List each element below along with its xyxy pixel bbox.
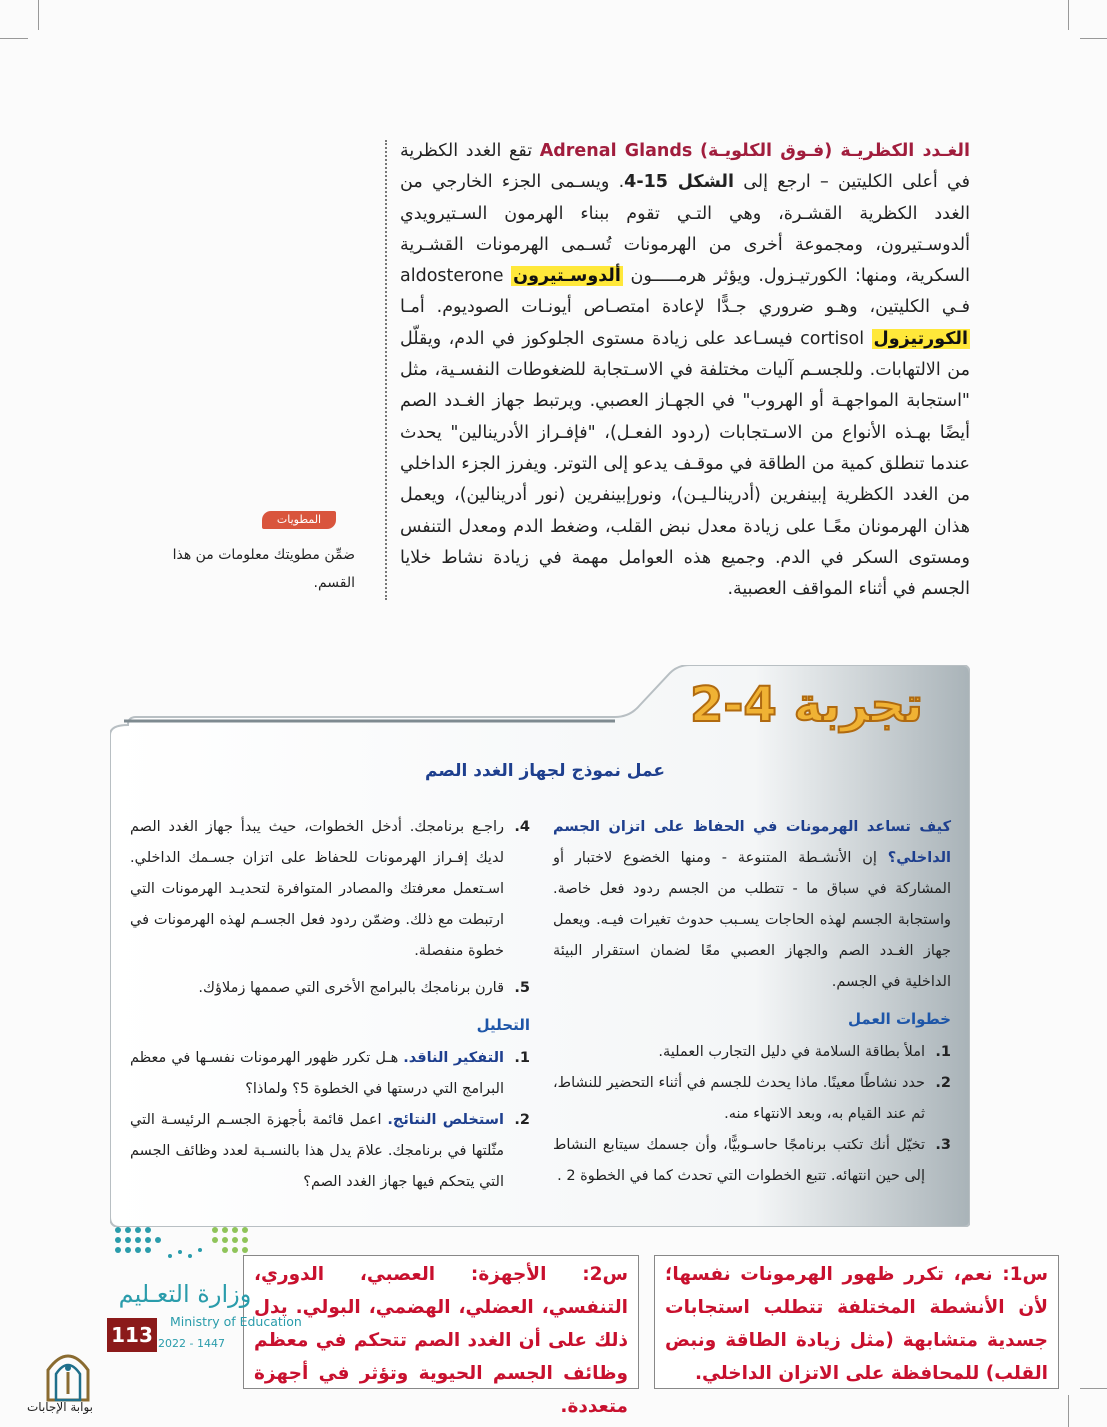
step-text: حدد نشاطًا معينًا. ماذا يحدث للجسم في أثناء التحضير للنشاط، ثم عند القيام به، وبعد الانتهاء منه. xyxy=(553,1075,925,1122)
highlight-cortisol: الكورتيزول xyxy=(873,328,968,349)
procedure-step xyxy=(130,973,530,1004)
lab-column-left xyxy=(130,812,530,1198)
lab-title xyxy=(690,677,923,733)
crop-mark xyxy=(1068,1395,1069,1427)
main-paragraph xyxy=(400,136,970,605)
column-divider xyxy=(385,140,387,600)
ministry-name-ar: وزارة التعـليم xyxy=(118,1280,252,1308)
step-text: تخيّل أنك تكتب برنامجًا حاسـوبيًّا، وأن جسمك سيتابع النشاط إلى حين انتهائه. تتبع الخطوات التي تحدث كما في الخطوة 2 . xyxy=(553,1137,925,1184)
procedure-step xyxy=(553,1037,951,1068)
paragraph-text: cortisol فيسـاعد على زيادة مستوى الجلوكوز في الدم، ويقلّل من الالتهابات. وللجسـم آليات مختلفة في الاسـتجابة للضغوطات النفسـية، مثل "استجابة المواجهـة أو الهروب" في الجهـاز العصبي. ويرتبط جهاز الغـدد الصم أيضًا بهـذه الأنواع من الاسـتجابات (ردود الفعـل)، "فإفـراز الأدرينالين" يحدث عندما تنطلق كمية من الطاقة في موقـف يدعو إلى التوتر. ويفرز الجزء الداخلي من الغدد الكظرية إبينفرين (أدرينالـيـن)، ونورإبينفرين (نور أدرينالين)، ويعمل هذان الهرمونان معًـا على زيادة معدل نبض القلب، وضغط الدم ومعدل التنفس ومستوى السكر في الدم. وجميع هذه العوامل مهمة في زيادة نشاط خلايا الجسم في أثناء المواقف العصبية. xyxy=(400,328,970,600)
analysis-number: 1. xyxy=(514,1050,530,1066)
step-number: 2. xyxy=(935,1075,951,1091)
ministry-logo-icon xyxy=(110,1222,260,1280)
lab-title-number: 4-2 xyxy=(690,677,777,733)
section-heading-en: Adrenal Glands xyxy=(539,141,693,161)
ministry-year: 2022 - 1447 xyxy=(158,1337,225,1350)
analysis-text: هـل تكرر ظهور الهرمونات نفسـها في معظم البرامج التي درستها في الخطوة 5؟ ولماذا؟ xyxy=(130,1050,504,1097)
analysis-number: 2. xyxy=(514,1112,530,1128)
page-number: 113 xyxy=(107,1318,157,1352)
crop-mark xyxy=(38,0,39,30)
lab-question: كيف تساعد الهرمونات في الحفاظ على اتزان الجسم الداخلي؟ xyxy=(553,819,951,866)
paragraph-text: aldosterone فـي الكليتين، وهـو ضروري جـدًّا لإعادة امتصـاص أيونـات الصوديوم. أمـا xyxy=(400,266,970,318)
answer-box-1: س1: نعم، تكرر ظهور الهرمونات نفسها؛ لأن الأنشطة المختلفة تتطلب استجابات جسدية متشابهة (مثل زيادة الطاقة ونبض القلب) للمحافظة على الاتزان الداخلي. xyxy=(654,1255,1059,1389)
procedure-step xyxy=(553,1068,951,1130)
paragraph-text: تقع الغدد الكظرية في أعلى الكليتين – ارجع إلى xyxy=(400,141,970,193)
step-number: 4. xyxy=(514,819,530,835)
lab-intro xyxy=(553,812,951,998)
foldables-text: ضمِّن مطويتك معلومات من هذا القسم. xyxy=(172,547,355,591)
highlight-aldosterone: ألدوسـتيرون xyxy=(513,266,621,287)
procedure-list-cont xyxy=(130,812,530,1004)
procedure-list xyxy=(553,1037,951,1192)
crop-mark xyxy=(1080,1388,1107,1389)
procedure-step xyxy=(130,812,530,967)
crop-mark xyxy=(1080,38,1107,39)
foldables-badge: المطويات xyxy=(262,511,336,529)
lab-subtitle: عمل نموذج لجهاز الغدد الصم xyxy=(425,761,665,781)
analysis-item xyxy=(130,1105,530,1198)
step-text: املأ بطاقة السلامة في دليل التجارب العملية. xyxy=(658,1044,925,1060)
portal-name: بوابة الإجابات xyxy=(26,1400,93,1414)
lab-intro-text: إن الأنشـطة المتنوعة - ومنها الخضوع لاختبار أو المشاركة في سباق ما - تتطلب من الجسم ردود فعل خاصة. واستجابة الجسم لهذه الحاجات يسـبب حدوث تغيرات فيـه. ويعمل جهاز الغـدد الصم والجهاز العصبي معًا لضمان استقرار البيئة الداخلية في الجسم. xyxy=(553,850,951,990)
crop-mark xyxy=(0,38,28,39)
analysis-text: اعمل قائمة بأجهزة الجسـم الرئيسـة التي مثّلتها في برنامجك. علامَ يدل هذا بالنسـبة لعدد وظائف الجسم التي يتحكم فيها جهاز الغدد الصم؟ xyxy=(130,1112,504,1190)
analysis-term: استخلص النتائج. xyxy=(387,1112,504,1128)
figure-reference: الشكل 15-4 xyxy=(624,172,734,193)
ministry-name-en: Ministry of Education xyxy=(170,1314,302,1329)
crop-mark xyxy=(1068,0,1069,30)
step-text: راجـع برنامجك. أدخل الخطوات، حيث يبدأ جهاز الغدد الصم لديك إفـراز الهرمونات للحفاظ على اتزان جسـمك الداخلي. اسـتعمل معرفتك والمصادر المتوافرة لتحديـد الهرمونات التي ارتبطت مع ذلك. وضمّن ردود فعل الجسـم لهذه الهرمونات في خطوة منفصلة. xyxy=(130,819,504,959)
analysis-list xyxy=(130,1043,530,1198)
step-number: 1. xyxy=(935,1044,951,1060)
paragraph-text: . ويسـمى الجزء الخارجي من الغدد الكظرية القشـرة، وهي التـي تقوم ببناء الهرمون السـتيرويدي ألدوسـتيرون، ومجموعة أخرى من الهرمونات تُسـمى الهرمونات القشـرية السكرية، ومنها: الكورتيـزول. ويؤثر هرمـــــون xyxy=(400,172,970,287)
procedure-step xyxy=(553,1130,951,1192)
step-number: 3. xyxy=(935,1137,951,1153)
lab-column-right xyxy=(553,812,951,1192)
step-number: 5. xyxy=(514,980,530,996)
analysis-item xyxy=(130,1043,530,1105)
procedure-heading: خطوات العمل xyxy=(848,1010,951,1028)
section-heading: الغـدد الكظريـة (فـوق الكلويـة) xyxy=(699,141,970,161)
step-text: قارن برنامجك بالبرامج الأخرى التي صممها زملاؤك. xyxy=(198,980,504,996)
analysis-heading: التحليل xyxy=(476,1016,530,1034)
answer-box-2: س2: الأجهزة: العصبي، الدوري، التنفسي، العضلي، الهضمي، البولي. يدل ذلك على أن الغدد الصم تتحكم في معظم وظائف الجسم الحيوية وتؤثر في أجهزة متعددة. xyxy=(243,1255,639,1389)
portal-logo-icon xyxy=(40,1348,96,1402)
analysis-term: التفكير الناقد. xyxy=(403,1050,504,1066)
lab-title-word: تجربة xyxy=(793,677,924,733)
